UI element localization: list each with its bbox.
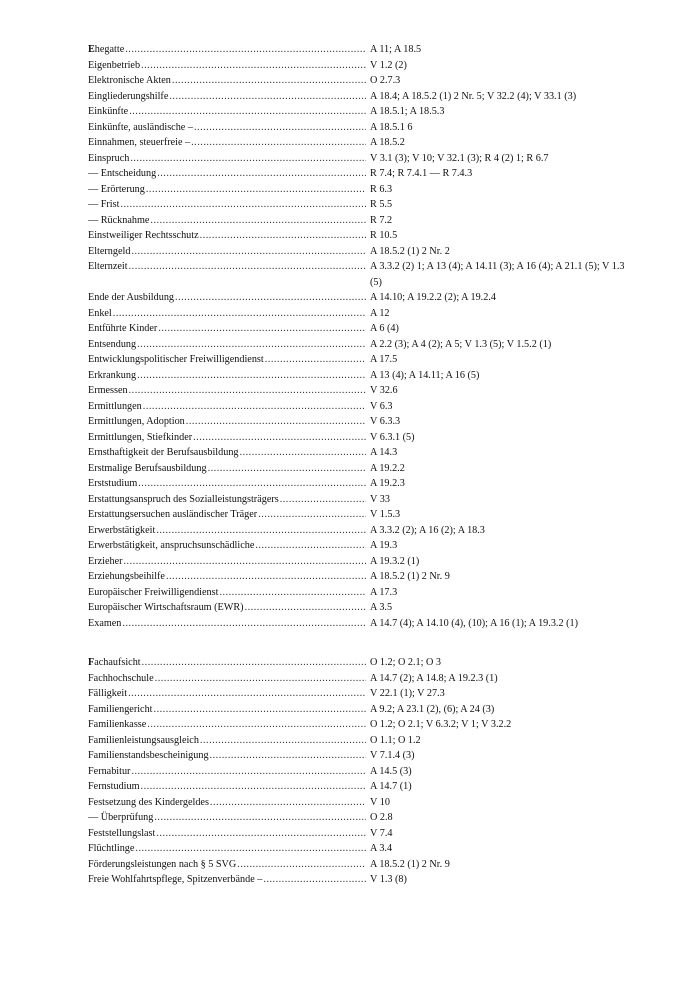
- index-reference: R 10.5: [370, 230, 398, 241]
- index-term: Erstattungsanspruch des Sozialleistungsträgers: [88, 493, 279, 505]
- index-reference: A 18.4; A 18.5.2 (1) 2 Nr. 5; V 32.2 (4); V 33.1 (3): [370, 90, 577, 102]
- index-entry: [88, 655, 628, 671]
- dot-leader: [112, 306, 366, 322]
- dot-leader: [136, 368, 366, 384]
- index-term: Fachhochschule: [88, 672, 154, 684]
- dot-leader: [279, 492, 366, 508]
- index-term: Fälligkeit: [88, 688, 128, 699]
- dot-leader: [185, 414, 366, 430]
- index-term-cell: [88, 655, 366, 671]
- index-term-cell: [88, 244, 366, 260]
- index-reference: A 18.5.1 6: [370, 121, 413, 133]
- index-entry: [88, 585, 628, 601]
- index-term-cell: [88, 616, 366, 632]
- dot-leader: [123, 554, 367, 570]
- index-term: — Überprüfung: [88, 812, 154, 823]
- dot-leader: [199, 228, 366, 244]
- index-reference: A 3.3.2 (2); A 16 (2); A 18.3: [370, 524, 485, 536]
- index-term-cell: [88, 841, 366, 857]
- index-term-cell: [88, 383, 366, 399]
- index-reference: V 3.1 (3); V 10; V 32.1 (3); R 4 (2) 1; R 6.7: [370, 152, 549, 164]
- dot-leader: [140, 779, 366, 795]
- dot-leader: [149, 213, 366, 229]
- index-entry: [88, 476, 628, 492]
- index-term: Einspruch: [88, 152, 130, 164]
- index-entry: [88, 671, 628, 687]
- index-term-cell: [88, 73, 366, 89]
- index-term-cell: [88, 872, 366, 888]
- dot-leader: [121, 616, 366, 632]
- dot-leader: [129, 151, 366, 167]
- index-reference: A 3.5: [370, 602, 393, 613]
- dot-leader: [192, 430, 366, 446]
- index-entry: [88, 42, 628, 58]
- index-reference: A 14.3: [370, 447, 398, 458]
- dot-leader: [155, 826, 366, 842]
- index-term: Erststudium: [88, 478, 138, 489]
- index-term-cell: [88, 104, 366, 120]
- index-term-cell: [88, 748, 366, 764]
- index-entry: [88, 445, 628, 461]
- index-reference: A 18.5.2 (1) 2 Nr. 2: [370, 245, 450, 257]
- index-term-cell: [88, 151, 366, 167]
- index-reference: A 17.3: [370, 586, 398, 598]
- index-term: Einstweiliger Rechtsschutz: [88, 230, 199, 241]
- index-term: Fachaufsicht: [88, 657, 141, 668]
- index-term-cell: [88, 810, 366, 826]
- dot-leader: [128, 383, 366, 399]
- index-reference: V 1.5.3: [370, 509, 401, 520]
- index-entry: [88, 569, 628, 585]
- index-term: Erkrankung: [88, 369, 137, 381]
- index-term-cell: [88, 414, 366, 430]
- index-reference: O 2.7.3: [370, 75, 401, 86]
- index-reference: V 10: [370, 796, 390, 808]
- index-term-cell: [88, 492, 366, 508]
- index-term-cell: [88, 135, 366, 151]
- index-term: Ende der Ausbildung: [88, 292, 175, 303]
- dot-leader: [130, 244, 366, 260]
- index-term: Erzieher: [88, 555, 123, 567]
- index-term: Freie Wohlfahrtspflege, Spitzenverbände –: [88, 874, 263, 885]
- index-entry: [88, 492, 628, 508]
- dot-leader: [236, 857, 366, 873]
- dot-leader: [207, 461, 366, 477]
- dot-leader: [218, 585, 366, 601]
- index-term: Ermittlungen, Stiefkinder: [88, 431, 193, 443]
- index-term: Ehegatte: [88, 44, 125, 55]
- index-entry: [88, 58, 628, 74]
- index-term-cell: [88, 461, 366, 477]
- index-reference: V 6.3.3: [370, 416, 401, 427]
- index-reference: V 7.4: [370, 827, 393, 839]
- index-reference: A 3.3.2 (2) 1; A 13 (4); A 14.11 (3); A 16 (4); A 21.1 (5); V 1.3 (5): [370, 261, 625, 288]
- index-entry: [88, 352, 628, 368]
- index-term-cell: [88, 600, 366, 616]
- dot-leader: [199, 733, 366, 749]
- index-reference: A 14.7 (4); A 14.10 (4), (10); A 16 (1); A 19.3.2 (1): [370, 617, 578, 629]
- index-reference: V 6.3.1 (5): [370, 431, 415, 443]
- index-reference: R 6.3: [370, 183, 393, 195]
- index-term-cell: [88, 702, 366, 718]
- index-term-cell: [88, 337, 366, 353]
- index-entry: [88, 89, 628, 105]
- index-entry: [88, 290, 628, 306]
- index-term-cell: [88, 554, 366, 570]
- index-term-cell: [88, 476, 366, 492]
- index-term-cell: [88, 585, 366, 601]
- index-entry: [88, 166, 628, 182]
- index-page: [88, 42, 628, 888]
- index-term: Ermittlungen, Adoption: [88, 416, 185, 427]
- index-reference: O 1.2; O 2.1; O 3: [370, 657, 442, 668]
- index-term-cell: [88, 523, 366, 539]
- dot-leader: [128, 104, 366, 120]
- index-term: Ernsthaftigkeit der Berufsausbildung: [88, 447, 239, 458]
- index-term: Einkünfte: [88, 106, 129, 117]
- index-reference: A 14.7 (2); A 14.8; A 19.2.3 (1): [370, 672, 498, 684]
- index-entry: [88, 764, 628, 780]
- index-entry: [88, 213, 628, 229]
- index-reference: A 3.4: [370, 843, 393, 854]
- index-reference: R 7.2: [370, 214, 393, 226]
- index-term: Ermessen: [88, 385, 128, 396]
- dot-leader: [257, 507, 366, 523]
- index-entry: [88, 717, 628, 733]
- dot-leader: [137, 476, 366, 492]
- index-reference: A 14.5 (3): [370, 765, 412, 777]
- index-term: Entsendung: [88, 338, 137, 350]
- index-entry: [88, 461, 628, 477]
- index-entry: [88, 337, 628, 353]
- index-entry: [88, 306, 628, 322]
- dot-leader: [136, 337, 366, 353]
- index-entry: [88, 120, 628, 136]
- index-term-cell: [88, 120, 366, 136]
- section-spacer: [88, 631, 628, 655]
- index-entry: [88, 748, 628, 764]
- dot-leader: [168, 89, 366, 105]
- index-term: Erwerbstätigkeit: [88, 524, 156, 536]
- index-term: Einkünfte, ausländische –: [88, 121, 193, 133]
- index-reference: A 14.7 (1): [370, 781, 412, 792]
- index-entry: [88, 244, 628, 260]
- dot-leader: [155, 523, 366, 539]
- dot-leader: [239, 445, 366, 461]
- index-term: Erwerbstätigkeit, anspruchsunschädliche: [88, 540, 255, 551]
- index-term: Erziehungsbeihilfe: [88, 571, 165, 582]
- index-entry: [88, 702, 628, 718]
- index-term-cell: [88, 58, 366, 74]
- index-term-cell: [88, 686, 366, 702]
- index-term-cell: [88, 399, 366, 415]
- index-term: Entführte Kinder: [88, 323, 158, 334]
- index-term: Familienleistungsausgleich: [88, 734, 199, 746]
- index-reference: A 2.2 (3); A 4 (2); A 5; V 1.3 (5); V 1.5.2 (1): [370, 338, 552, 350]
- dot-leader: [128, 259, 366, 275]
- dot-leader: [134, 841, 366, 857]
- index-entry: [88, 507, 628, 523]
- dot-leader: [130, 764, 366, 780]
- dot-leader: [124, 42, 366, 58]
- index-term: Eigenbetrieb: [88, 59, 141, 71]
- index-entry: [88, 841, 628, 857]
- index-term-cell: [88, 352, 366, 368]
- dot-leader: [156, 166, 366, 182]
- index-entry: [88, 104, 628, 120]
- index-reference: V 22.1 (1); V 27.3: [370, 688, 445, 699]
- index-term-cell: [88, 290, 366, 306]
- index-term-cell: [88, 717, 366, 733]
- index-term-cell: [88, 166, 366, 182]
- index-entry: [88, 321, 628, 337]
- dot-leader: [244, 600, 366, 616]
- index-entry: [88, 810, 628, 826]
- index-reference: R 5.5: [370, 199, 393, 210]
- dot-leader: [209, 795, 366, 811]
- index-entry: [88, 795, 628, 811]
- index-term-cell: [88, 671, 366, 687]
- index-section-e: [88, 42, 628, 631]
- index-reference: O 1.2; O 2.1; V 6.3.2; V 1; V 3.2.2: [370, 719, 512, 730]
- dot-leader: [145, 182, 366, 198]
- dot-leader: [190, 135, 366, 151]
- index-reference: R 7.4; R 7.4.1 — R 7.4.3: [370, 168, 473, 179]
- index-term: Elektronische Akten: [88, 75, 171, 86]
- index-term-cell: [88, 764, 366, 780]
- dot-leader: [262, 872, 366, 888]
- index-section-f: [88, 655, 628, 888]
- index-term-cell: [88, 182, 366, 198]
- index-entry: [88, 197, 628, 213]
- index-term: Erstmalige Berufsausbildung: [88, 462, 207, 474]
- index-term-cell: [88, 733, 366, 749]
- dot-leader: [140, 58, 366, 74]
- dot-leader: [146, 717, 366, 733]
- index-term-cell: [88, 213, 366, 229]
- index-entry: [88, 182, 628, 198]
- index-entry: [88, 523, 628, 539]
- index-reference: O 1.1; O 1.2: [370, 734, 421, 746]
- index-term-cell: [88, 507, 366, 523]
- dot-leader: [174, 290, 366, 306]
- index-term: Familienkasse: [88, 719, 147, 730]
- index-entry: [88, 686, 628, 702]
- index-entry: [88, 616, 628, 632]
- index-entry: [88, 600, 628, 616]
- index-term-cell: [88, 368, 366, 384]
- dot-leader: [254, 538, 366, 554]
- dot-leader: [142, 399, 366, 415]
- index-term-cell: [88, 857, 366, 873]
- index-reference: A 18.5.1; A 18.5.3: [370, 106, 445, 117]
- index-term: — Frist: [88, 199, 120, 210]
- dot-leader: [193, 120, 366, 136]
- index-term: — Rücknahme: [88, 214, 150, 226]
- dot-leader: [141, 655, 366, 671]
- dot-leader: [209, 748, 366, 764]
- dot-leader: [171, 73, 366, 89]
- index-term: Feststellungslast: [88, 827, 156, 839]
- index-entry: [88, 151, 628, 167]
- index-term-cell: [88, 779, 366, 795]
- index-term: Entwicklungspolitischer Freiwilligendienst: [88, 354, 264, 365]
- dot-leader: [154, 671, 366, 687]
- index-reference: A 9.2; A 23.1 (2), (6); A 24 (3): [370, 703, 495, 715]
- index-entry: [88, 73, 628, 89]
- index-reference: V 33: [370, 493, 390, 505]
- index-reference: A 18.5.2 (1) 2 Nr. 9: [370, 858, 450, 870]
- index-reference: V 7.1.4 (3): [370, 750, 415, 761]
- index-reference: V 1.3 (8): [370, 874, 407, 885]
- index-term: — Erörterung: [88, 183, 145, 195]
- index-reference: A 18.5.2 (1) 2 Nr. 9: [370, 571, 450, 582]
- index-term: Erstattungsersuchen ausländischer Träger: [88, 509, 258, 520]
- index-term: Festsetzung des Kindergeldes: [88, 796, 209, 808]
- index-entry: [88, 857, 628, 873]
- index-term: Förderungsleistungen nach § 5 SVG: [88, 858, 237, 870]
- dot-leader: [264, 352, 366, 368]
- index-reference: V 32.6: [370, 385, 398, 396]
- index-entry: [88, 779, 628, 795]
- index-term: Ermittlungen: [88, 400, 142, 412]
- index-reference: A 17.5: [370, 354, 398, 365]
- index-reference: A 13 (4); A 14.11; A 16 (5): [370, 369, 480, 381]
- index-reference: A 11; A 18.5: [370, 44, 422, 55]
- index-entry: [88, 733, 628, 749]
- index-entry: [88, 430, 628, 446]
- index-term-cell: [88, 259, 366, 275]
- index-term: Flüchtlinge: [88, 843, 135, 854]
- index-reference: V 6.3: [370, 400, 393, 412]
- initial-letter: F: [88, 657, 95, 668]
- index-term-cell: [88, 430, 366, 446]
- dot-leader: [153, 702, 366, 718]
- initial-letter: E: [88, 44, 95, 55]
- index-term-cell: [88, 42, 366, 58]
- index-reference: A 6 (4): [370, 323, 399, 334]
- index-term-cell: [88, 197, 366, 213]
- index-term: Fernabitur: [88, 765, 131, 777]
- index-term-cell: [88, 306, 366, 322]
- index-entry: [88, 414, 628, 430]
- index-term: Elterngeld: [88, 245, 131, 257]
- index-entry: [88, 826, 628, 842]
- index-term-cell: [88, 569, 366, 585]
- index-reference: O 2.8: [370, 812, 393, 823]
- index-term-cell: [88, 321, 366, 337]
- index-term: Eingliederungshilfe: [88, 90, 169, 102]
- index-entry: [88, 554, 628, 570]
- index-entry: [88, 228, 628, 244]
- dot-leader: [165, 569, 366, 585]
- index-reference: A 19.2.3: [370, 478, 405, 489]
- index-entry: [88, 538, 628, 554]
- index-reference: A 19.3.2 (1): [370, 555, 420, 567]
- index-reference: A 19.3: [370, 540, 398, 551]
- dot-leader: [153, 810, 366, 826]
- index-term: Europäischer Wirtschaftsraum (EWR): [88, 602, 244, 613]
- index-term-cell: [88, 228, 366, 244]
- index-term-cell: [88, 538, 366, 554]
- index-reference: A 12: [370, 307, 390, 319]
- index-reference: A 18.5.2: [370, 137, 405, 148]
- index-term: Familienstandsbescheinigung: [88, 750, 209, 761]
- index-term: Elternzeit: [88, 261, 128, 272]
- dot-leader: [157, 321, 366, 337]
- index-reference: V 1.2 (2): [370, 59, 407, 71]
- index-term-cell: [88, 795, 366, 811]
- index-term: — Entscheidung: [88, 168, 157, 179]
- index-entry: [88, 368, 628, 384]
- index-reference: A 19.2.2: [370, 462, 405, 474]
- index-reference: A 14.10; A 19.2.2 (2); A 19.2.4: [370, 292, 496, 303]
- index-entry: [88, 872, 628, 888]
- index-term: Familiengericht: [88, 703, 153, 715]
- index-entry: [88, 399, 628, 415]
- index-term-cell: [88, 445, 366, 461]
- dot-leader: [127, 686, 366, 702]
- dot-leader: [119, 197, 366, 213]
- index-entry: [88, 259, 628, 290]
- index-term: Enkel: [88, 307, 112, 319]
- index-term: Einnahmen, steuerfreie –: [88, 137, 191, 148]
- index-term-cell: [88, 89, 366, 105]
- index-term: Europäischer Freiwilligendienst: [88, 586, 219, 598]
- index-entry: [88, 383, 628, 399]
- index-entry: [88, 135, 628, 151]
- index-term: Fernstudium: [88, 781, 140, 792]
- index-term-cell: [88, 826, 366, 842]
- index-term: Examen: [88, 617, 122, 629]
